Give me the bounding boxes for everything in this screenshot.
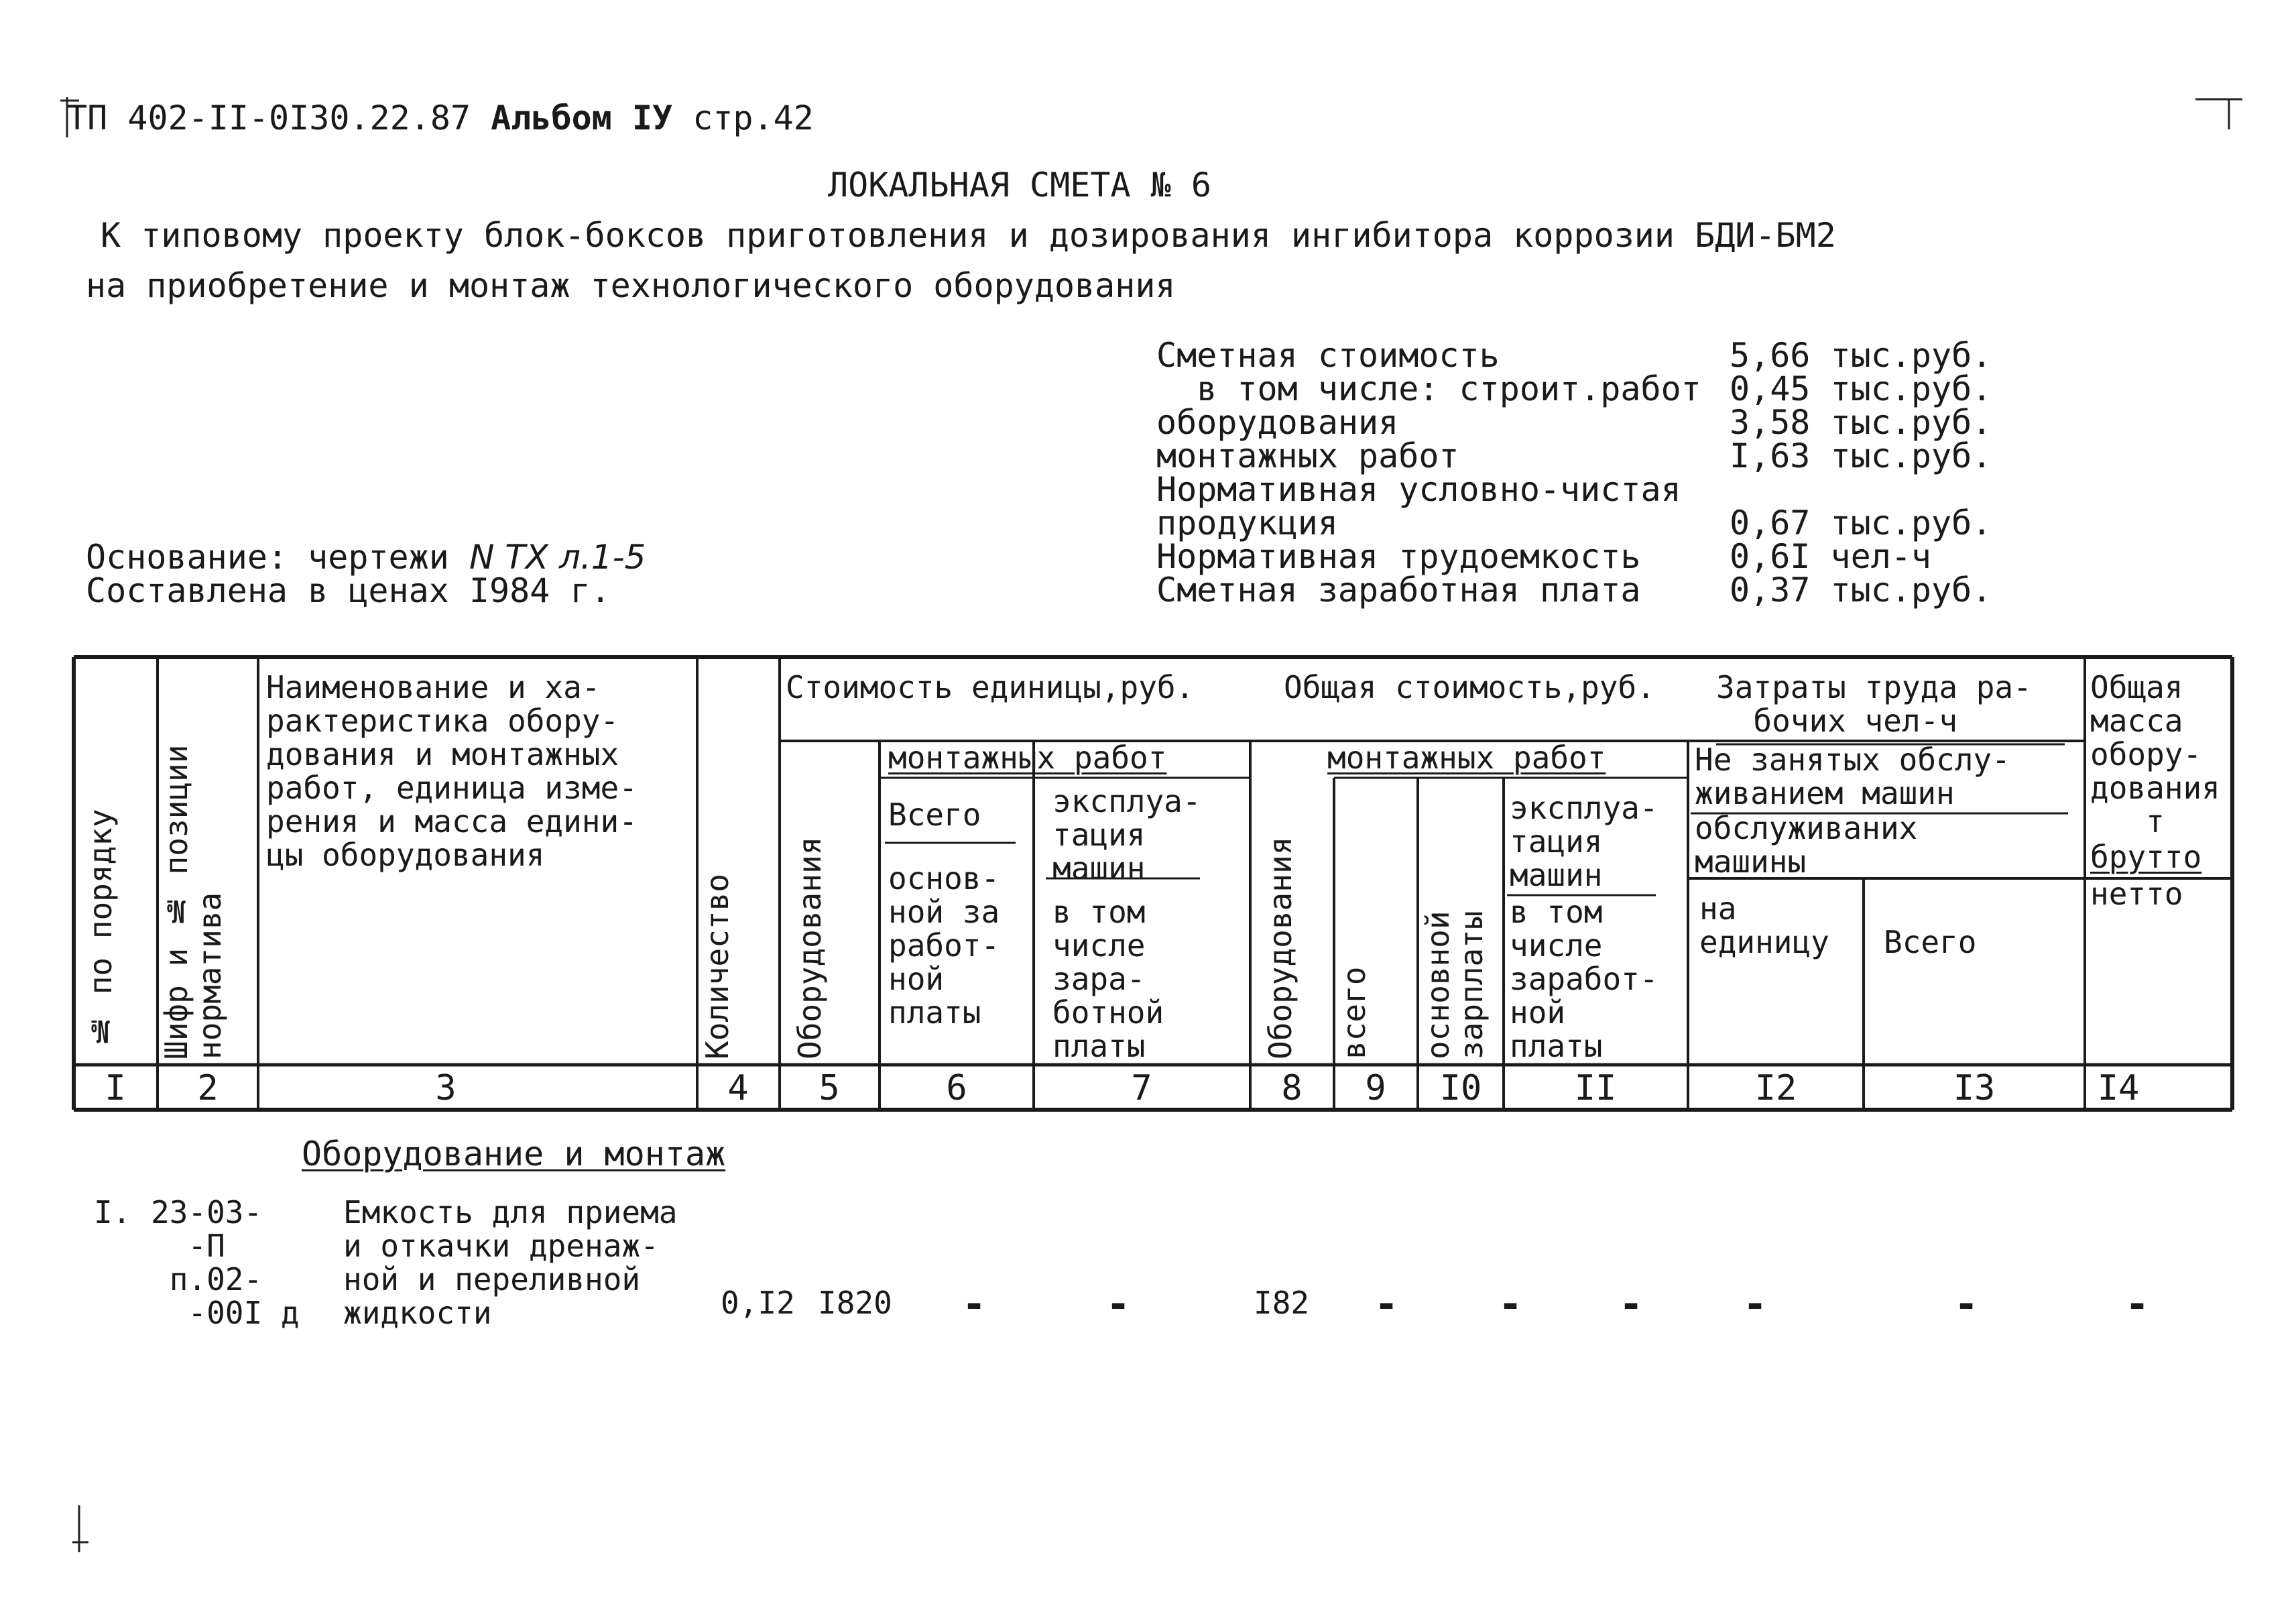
subtitle-line-2: на приобретение и монтаж технологического оборудования bbox=[86, 266, 1176, 305]
summary-label: Сметная стоимость bbox=[1156, 336, 1500, 375]
row-number: I. bbox=[94, 1194, 131, 1230]
column-number: I bbox=[105, 1068, 126, 1108]
column-number: II bbox=[1574, 1068, 1617, 1108]
column-number: I4 bbox=[2097, 1068, 2140, 1108]
document-code: ТП 402-II-0I30.22.87 bbox=[67, 99, 471, 137]
column-number: 5 bbox=[819, 1068, 840, 1108]
column-number: 7 bbox=[1131, 1068, 1152, 1108]
header-c10: основной зарплаты bbox=[1420, 911, 1490, 1059]
row-quantity: 0,I2 bbox=[721, 1285, 795, 1321]
row-equipment-unit-cost: I820 bbox=[818, 1285, 892, 1321]
page-title: ЛОКАЛЬНАЯ СМЕТА № 6 bbox=[828, 166, 1211, 205]
header-unit-cost: Стоимость единицы,руб. bbox=[786, 669, 1195, 705]
row-name: Емкость для приема и откачки дренаж- ной и переливной жидкости bbox=[343, 1194, 678, 1331]
header-labor: Затраты труда ра- бочих чел-ч bbox=[1716, 669, 2032, 739]
header-c6-bottom: основ- ной за работ- ной платы bbox=[888, 860, 1000, 1031]
column-number: 6 bbox=[946, 1068, 967, 1108]
summary-value: 0,45 тыс.руб. bbox=[1730, 369, 1992, 408]
basis-handwritten-note: N ТХ л.1-5 bbox=[469, 538, 646, 577]
header-montazh-total: монтажных работ bbox=[1327, 740, 1606, 776]
header-c5: Оборудования bbox=[792, 836, 828, 1059]
header-c3: Наименование и ха- рактеристика обору- дования и монтажных работ, единица изме- рения и масса едини- цы оборудования bbox=[266, 669, 638, 873]
summary-label: Сметная заработная плата bbox=[1156, 571, 1641, 610]
header-mass: Общая масса обору- дования т bbox=[2090, 669, 2220, 839]
header-c7-top: эксплуа- тация машин bbox=[1052, 783, 1201, 886]
header-c13: Всего bbox=[1884, 924, 1977, 960]
price-basis-line: Составлена в ценах I984 г. bbox=[86, 571, 611, 610]
header-montazh-unit: монтажных работ bbox=[888, 740, 1167, 776]
summary-label: монтажных работ bbox=[1156, 437, 1459, 475]
summary-value: 0,6I чел-ч bbox=[1730, 537, 1932, 576]
row-c6: - bbox=[962, 1281, 987, 1328]
row-c13: - bbox=[1954, 1281, 1979, 1328]
header-c2: Шифр и № позиции норматива bbox=[158, 744, 228, 1059]
column-number: 2 bbox=[197, 1068, 219, 1108]
row-c11: - bbox=[1619, 1281, 1644, 1328]
header-c9: всего bbox=[1336, 966, 1372, 1059]
row-c12: - bbox=[1743, 1281, 1768, 1328]
row-c7: - bbox=[1106, 1281, 1131, 1328]
basis-label: Основание: чертежи bbox=[86, 538, 449, 577]
row-code: 23-03- -П п.02- -00I д bbox=[151, 1194, 300, 1331]
column-number: 9 bbox=[1365, 1068, 1386, 1108]
header-mass-brutto: брутто bbox=[2090, 839, 2202, 875]
column-number: 4 bbox=[727, 1068, 749, 1108]
header-c11-bottom: в том числе заработ- ной платы bbox=[1510, 894, 1658, 1064]
column-number: 8 bbox=[1281, 1068, 1303, 1108]
row-c9: - bbox=[1374, 1281, 1399, 1328]
page-number: стр.42 bbox=[692, 99, 814, 137]
summary-value: 3,58 тыс.руб. bbox=[1730, 403, 1992, 442]
column-number: I3 bbox=[1953, 1068, 1996, 1108]
summary-label: в том числе: строит.работ bbox=[1156, 369, 1701, 408]
header-mass-netto: нетто bbox=[2090, 876, 2183, 912]
summary-value: 0,37 тыс.руб. bbox=[1730, 571, 1992, 610]
header-c12: на единицу bbox=[1699, 890, 1829, 960]
summary-label: Нормативная условно-чистая bbox=[1156, 470, 1681, 509]
header-labor-sub2: обслуживаних машины bbox=[1695, 810, 1918, 880]
header-c11-top: эксплуа- тация машин bbox=[1510, 790, 1658, 893]
album-label: Альбом IУ bbox=[491, 99, 673, 137]
section-title: Оборудование и монтаж bbox=[302, 1135, 726, 1173]
summary-value: 5,66 тыс.руб. bbox=[1730, 336, 1992, 375]
header-c6-top: Всего bbox=[888, 797, 981, 833]
header-labor-sub: Не занятых обслу- живанием машин bbox=[1695, 742, 2010, 811]
header-c1: № по порядку bbox=[82, 809, 119, 1049]
summary-value: I,63 тыс.руб. bbox=[1730, 437, 1992, 475]
column-number: I0 bbox=[1439, 1068, 1482, 1108]
column-number: 3 bbox=[435, 1068, 457, 1108]
subtitle-line-1: К типовому проекту блок-боксов приготовления и дозирования ингибитора коррозии БДИ-БМ2 bbox=[101, 216, 1836, 255]
row-c14: - bbox=[2125, 1281, 2150, 1328]
header-c8: Оборудования bbox=[1262, 836, 1298, 1059]
summary-value: 0,67 тыс.руб. bbox=[1730, 504, 1992, 542]
summary-label: продукция bbox=[1156, 504, 1338, 542]
header-c7-bottom: в том числе зара- ботной платы bbox=[1052, 894, 1164, 1064]
summary-label: Нормативная трудоемкость bbox=[1156, 537, 1641, 576]
column-number: I2 bbox=[1754, 1068, 1797, 1108]
header-total-cost: Общая стоимость,руб. bbox=[1284, 669, 1655, 705]
row-c10: - bbox=[1498, 1281, 1523, 1328]
header-c4: Количество bbox=[699, 874, 735, 1059]
summary-label: оборудования bbox=[1156, 403, 1399, 442]
row-equipment-total-cost: I82 bbox=[1254, 1285, 1310, 1321]
